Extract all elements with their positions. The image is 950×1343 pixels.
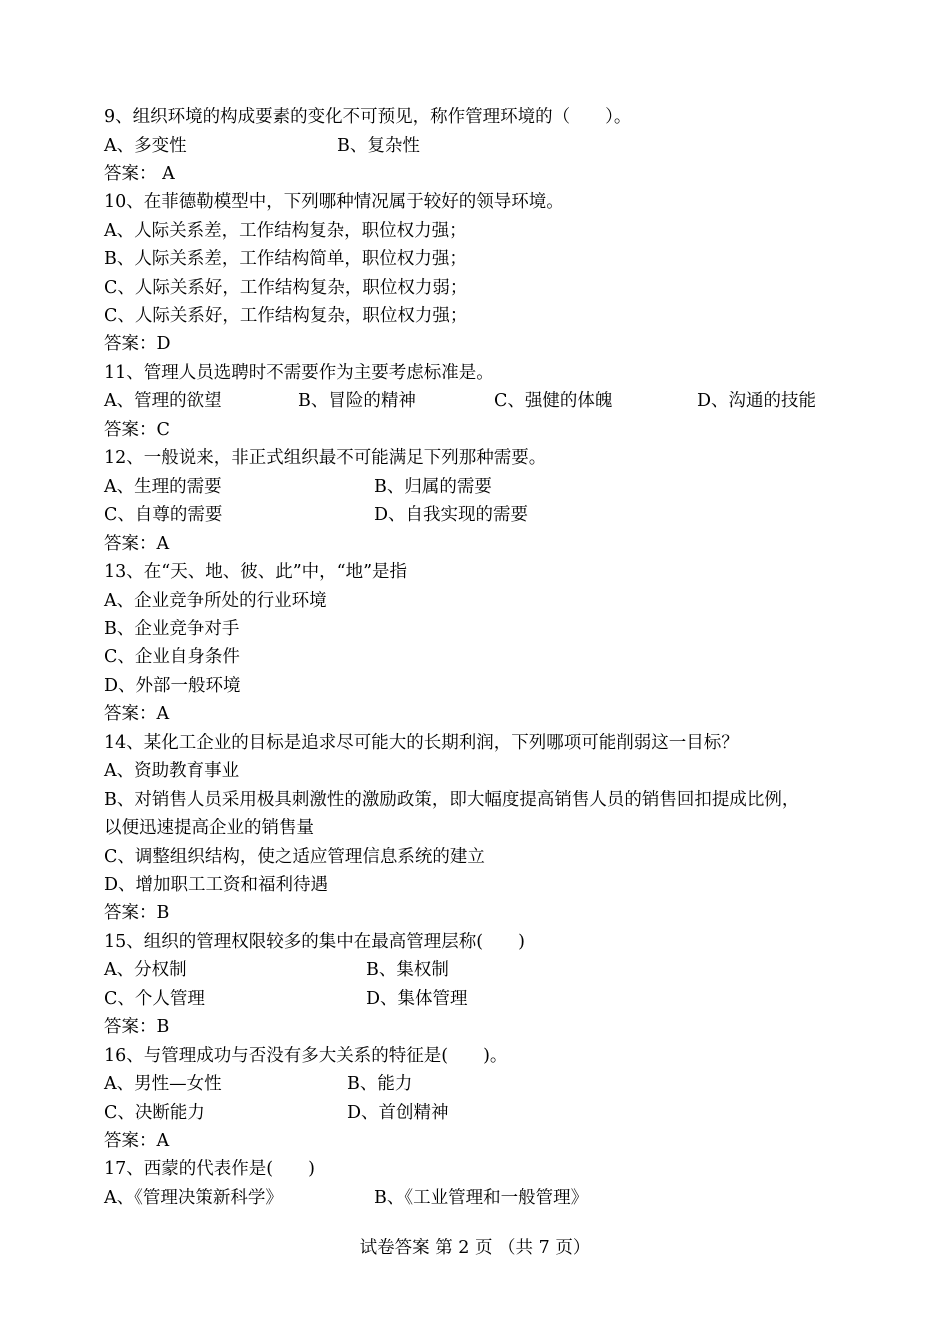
line-text: 答案：C <box>104 420 170 440</box>
line-text: 答案：D <box>104 334 171 354</box>
line-text: 14、某化工企业的目标是追求尽可能大的长期利润，下列哪项可能削弱这一目标？ <box>104 733 739 753</box>
option-text: A、男性—女性 <box>104 1074 222 1094</box>
option-text: B、集权制 <box>366 960 449 980</box>
line-text: 15、组织的管理权限较多的集中在最高管理层称( ) <box>104 932 525 952</box>
option-text: C、决断能力 <box>104 1103 205 1123</box>
option-text: A、分权制 <box>104 960 187 980</box>
option-text: B、冒险的精神 <box>298 391 416 411</box>
line-text: 12、一般说来，非正式组织最不可能满足下列那种需要。 <box>104 448 547 468</box>
option-text: A、管理的欲望 <box>104 391 222 411</box>
line-text: B、人际关系差，工作结构简单，职位权力强； <box>104 249 467 269</box>
line-text: C、人际关系好，工作结构复杂，职位权力弱； <box>104 278 468 298</box>
option-text: A、《管理决策新科学》 <box>104 1188 283 1208</box>
line-text: 16、与管理成功与否没有多大关系的特征是( )。 <box>104 1046 508 1066</box>
line-text: 13、在“天、地、彼、此”中，“地”是指 <box>104 562 408 582</box>
option-text: C、个人管理 <box>104 989 205 1009</box>
option-text: D、集体管理 <box>366 989 468 1009</box>
line-text: 答案： A <box>104 164 175 184</box>
line-text: 9、组织环境的构成要素的变化不可预见，称作管理环境的（ ）。 <box>104 107 632 127</box>
option-text: D、首创精神 <box>347 1103 449 1123</box>
line-text: B、企业竞争对手 <box>104 619 240 639</box>
option-text: B、复杂性 <box>337 136 420 156</box>
line-text: 答案：B <box>104 903 170 923</box>
option-text: C、自尊的需要 <box>104 505 223 525</box>
line-text: 答案：B <box>104 1017 170 1037</box>
line-text: 17、西蒙的代表作是( ) <box>104 1159 315 1179</box>
line-text: D、增加职工工资和福利待遇 <box>104 875 329 895</box>
option-text: A、生理的需要 <box>104 477 222 497</box>
option-text: D、沟通的技能 <box>697 391 817 411</box>
line-text: 答案：A <box>104 704 170 724</box>
option-text: A、多变性 <box>104 136 187 156</box>
option-text: B、归属的需要 <box>374 477 492 497</box>
option-text: B、《工业管理和一般管理》 <box>374 1188 589 1208</box>
line-text: B、对销售人员采用极具刺激性的激励政策，即大幅度提高销售人员的销售回扣提成比例， <box>104 790 800 810</box>
page-footer: 试卷答案 第 2 页 （共 7 页） <box>359 1238 591 1258</box>
line-text: C、人际关系好，工作结构复杂，职位权力强； <box>104 306 468 326</box>
line-text: D、外部一般环境 <box>104 676 241 696</box>
line-text: C、调整组织结构，使之适应管理信息系统的建立 <box>104 847 485 867</box>
line-text: 11、管理人员选聘时不需要作为主要考虑标准是。 <box>104 363 494 383</box>
line-text: C、企业自身条件 <box>104 647 240 667</box>
line-text: A、资助教育事业 <box>104 761 240 781</box>
line-text: A、人际关系差，工作结构复杂，职位权力强； <box>104 221 467 241</box>
option-text: D、自我实现的需要 <box>374 505 529 525</box>
line-text: A、企业竞争所处的行业环境 <box>104 591 327 611</box>
line-text: 10、在菲德勒模型中，下列哪种情况属于较好的领导环境。 <box>104 192 564 212</box>
option-text: C、强健的体魄 <box>494 391 613 411</box>
line-text: 以便迅速提高企业的销售量 <box>104 818 314 838</box>
line-text: 答案：A <box>104 534 170 554</box>
line-text: 答案：A <box>104 1131 170 1151</box>
option-text: B、能力 <box>347 1074 413 1094</box>
